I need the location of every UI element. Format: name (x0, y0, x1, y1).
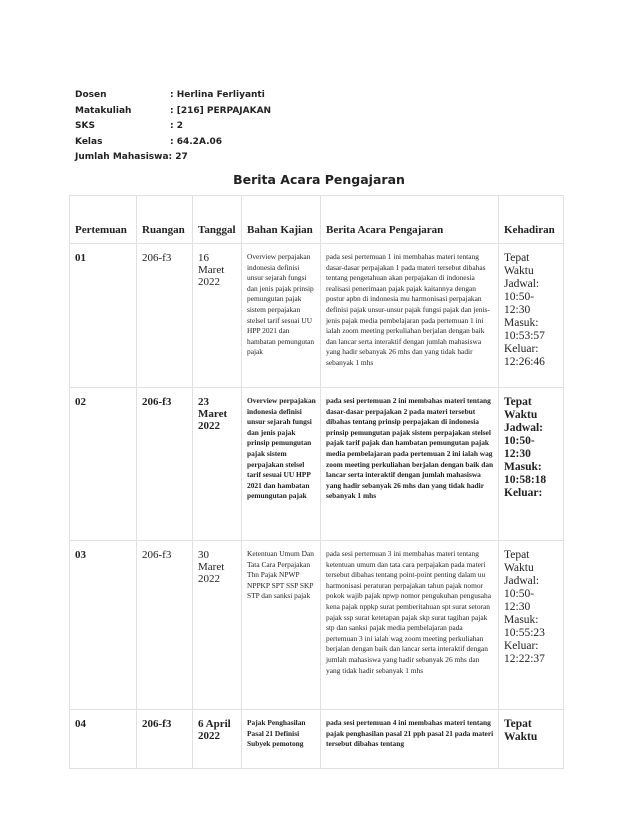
cell-bahan-kajian: Pajak Penghasilan Pasal 21 Definisi Subyek pemotong (242, 710, 321, 769)
cell-kehadiran: Tepat Waktu Jadwal: 10:50-12:30 Masuk: 10:58:18 Keluar: (499, 388, 564, 541)
header-bahan-kajian: Bahan Kajian (242, 196, 321, 244)
cell-ruangan: 206-f3 (137, 710, 193, 769)
dosen-value: : Herlina Ferliyanti (170, 90, 265, 100)
cell-tanggal: 6 April 2022 (193, 710, 242, 769)
table-row (70, 388, 564, 541)
header-ruangan: Ruangan (137, 196, 193, 244)
sks-value: : 2 (170, 121, 183, 131)
cell-ruangan: 206-f3 (137, 541, 193, 710)
info-row-sks (75, 119, 271, 135)
course-info (75, 88, 271, 166)
dosen-label: Dosen (75, 90, 107, 100)
matakuliah-label: Matakuliah (75, 105, 132, 116)
sks-label: SKS (75, 121, 95, 131)
info-row-matakuliah (75, 104, 271, 120)
cell-tanggal: 16 Maret 2022 (193, 244, 242, 388)
cell-pertemuan: 03 (70, 541, 137, 710)
cell-ruangan: 206-f3 (137, 244, 193, 388)
table-row (70, 710, 564, 769)
jumlah-label: Jumlah Mahasiswa (75, 152, 169, 162)
matakuliah-value: : [216] PERPAJAKAN (170, 105, 272, 116)
header-pertemuan: Pertemuan (70, 196, 137, 244)
cell-berita-acara: pada sesi pertemuan 4 ini membahas materi tentang pajak penghasilan pasal 21 pph pasal 21 pada materi tersebut dibahas tentang (321, 710, 499, 769)
cell-tanggal: 23 Maret 2022 (193, 388, 242, 541)
table-header-row (70, 196, 564, 244)
kelas-label: Kelas (75, 136, 103, 147)
table-row (70, 541, 564, 710)
info-row-jumlah (75, 150, 271, 166)
cell-pertemuan: 01 (70, 244, 137, 388)
cell-kehadiran: Tepat Waktu Jadwal: 10:50-12:30 Masuk: 10:55:23 Keluar: 12:22:37 (499, 541, 564, 710)
cell-bahan-kajian: Overview perpajakan indonesia definisi unsur sejarah fungsi dan jenis pajak prinsip pemungutan pajak sistem perpajakan stelsel tarif sesuai UU HPP 2021 dan hambatan pemungutan pajak (242, 244, 321, 388)
document-title: Berita Acara Pengajaran (233, 172, 405, 187)
cell-kehadiran: Tepat Waktu Jadwal: 10:50-12:30 Masuk: 10:53:57 Keluar: 12:26:46 (499, 244, 564, 388)
cell-bahan-kajian: Overview perpajakan indonesia definisi unsur sejarah fungsi dan jenis pajak prinsip pemungutan pajak sistem perpajakan stelsel tarif sesuai UU HPP 2021 dan hambatan pemungutan pajak (242, 388, 321, 541)
info-row-kelas (75, 135, 271, 151)
kelas-value: : 64.2A.06 (170, 136, 223, 147)
cell-pertemuan: 04 (70, 710, 137, 769)
cell-berita-acara: pada sesi pertemuan 1 ini membahas materi tentang dasar-dasar perpajakan 1 pada materi tersebut dibahas tentang pengetahuan akan perpajakan di indonesia realisasi penerimaan pajak pajak kaitannya dengan postur apbn di indonesia mu harmonisasi perpajakan definisi pajak unsur-unsur pajak fungsi pajak dan jenis-jenis pajak media pembelajaran pada pertemuan 1 ini ialah zoom meeting perkuliahan berjalan dengan baik dan lancar serta interaktif dengan jumlah mahasiswa yang hadir sebanyak 26 mhs dan yang tidak hadir sebanyak 1 mhs (321, 244, 499, 388)
jumlah-value: : 27 (168, 152, 188, 162)
cell-tanggal: 30 Maret 2022 (193, 541, 242, 710)
cell-kehadiran: Tepat Waktu (499, 710, 564, 769)
cell-bahan-kajian: Ketentuan Umum Dan Tata Cara Perpajakan Thn Pajak NPWP NPPKP SPT SSP SKP STP dan sanksi pajak (242, 541, 321, 710)
header-tanggal: Tanggal (193, 196, 242, 244)
berita-acara-table (69, 195, 564, 769)
cell-ruangan: 206-f3 (137, 388, 193, 541)
cell-pertemuan: 02 (70, 388, 137, 541)
cell-berita-acara: pada sesi pertemuan 2 ini membahas materi tentang dasar-dasar perpajakan 2 pada materi tersebut dibahas tentang prinsip perpajakan di indonesia prinsip pemungutan pajak sistem perpajakan stelsel pajak tarif pajak dan hambatan pemungutan pajak media pembelajaran pada pertemuan 2 ini ialah wag zoom meeting perkuliahan berjalan dengan baik dan lancar serta interaktif dengan jumlah mahasiswa yang hadir sebanyak 26 mhs dan yang tidak hadir sebanyak 1 mhs (321, 388, 499, 541)
table-row (70, 244, 564, 388)
header-kehadiran: Kehadiran (499, 196, 564, 244)
header-berita-acara: Berita Acara Pengajaran (321, 196, 499, 244)
info-row-dosen (75, 88, 271, 104)
cell-berita-acara: pada sesi pertemuan 3 ini membahas materi tentang ketentuan umum dan tata cara perpajakan pada materi tersebut dibahas tentang point-point penting dalam uu harmonisasi peraturan perpajakan tahun pajak nomor pokok wajib pajak npwp nomor pengukuhan pengusaha kena pajak nppkp surat pemberitahuan spt surat setoran pajak ssp surat ketetapan pajak skp surat tagihan pajak stp dan sanksi pajak media pembelajaran pada pertemuan 3 ini ialah wag zoom meeting perkuliahan berjalan dengan baik dan lancar serta interaktif dengan jumlah mahasiswa yang hadir sebanyak 26 mhs dan yang tidak hadir sebanyak 1 mhs (321, 541, 499, 710)
